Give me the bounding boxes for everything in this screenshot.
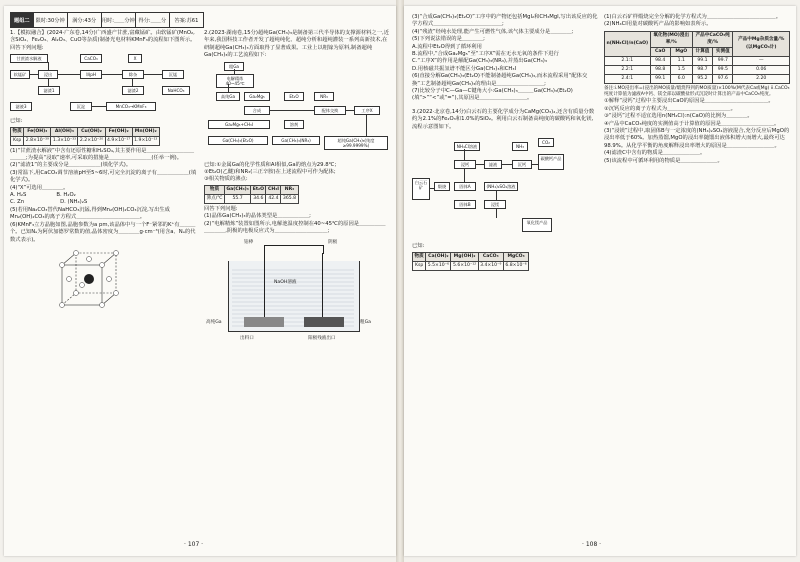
q2-table-cell: 沸点/℃ — [205, 194, 225, 203]
q2-part-5: (5)下列说法错误的是＿＿＿＿; — [412, 36, 485, 43]
question-3-continued — [604, 14, 790, 165]
external-circuit — [264, 245, 324, 254]
t2-subhead: 实测值 — [713, 47, 733, 56]
t2-cell: 2.1:1 — [605, 56, 651, 65]
q1-flow-purify: 除杂 — [122, 70, 144, 79]
q3-table-cell: Ksp — [413, 261, 426, 270]
q2-flow-ga2mg5: Ga₂Mg₅ — [244, 92, 270, 101]
q3-known: 已知: — [412, 243, 425, 250]
q2-flow-et2o: Et₂O — [284, 92, 304, 101]
q3-table-cell: 5.6×10⁻¹² — [451, 261, 478, 270]
q1-flow-hydrolysate: 甘蔗渣水解液 — [10, 54, 48, 63]
q1-known: 已知: — [10, 118, 23, 125]
q1-ksp-table — [10, 127, 160, 146]
table-row — [605, 65, 790, 74]
header-tag: 题组二 — [11, 13, 33, 27]
q3-flow-calcine: 煅烧 — [434, 182, 450, 191]
q1-option-a: A. H₂S — [10, 192, 27, 199]
q1-flow-arrow — [92, 106, 106, 107]
q1-flow-ore: 软锰矿 — [10, 70, 30, 79]
q1-title: 1.【模拟融合】(2024·广东卷,14分)广西盛产甘蔗,富藏锰矿。由软锰矿(MnO₂,含SiO₂、Fe₂O₃、Al₂O₃、CuO等杂质)制备光电材料KMnF₃的流程如下图所示。回答下列问题: — [10, 30, 196, 51]
q1-flow-arrow — [144, 74, 162, 75]
q3-table-head: Ca(OH)₂ — [426, 252, 451, 261]
t2-cell: 6.0 — [670, 74, 692, 83]
q1-flow-mn-precip: 沉锰 — [162, 70, 184, 79]
q1-flow-arrow — [48, 62, 49, 70]
q2-title: 2.(2023·湖南卷,15分)超纯Ga(CH₃)₃是制备第三代半导体的支撑源材料之一,近年来,我国科技工作者开发了超纯纯化、超纯分析和超纯灌装一系列高新技术,在研制超纯Ga(CH₃)₃方面取得了显著成果。工业上以粗镓为原料,制备超纯Ga(CH₃)₃的工艺流程如下: — [204, 30, 389, 59]
q1-flow-arrow — [132, 79, 133, 86]
label-anode-residue-outlet: 阳极残液出口 — [308, 336, 336, 342]
label-cathode: 阴极 — [328, 240, 338, 246]
q1-flow-residue-2: 滤渣2 — [122, 86, 144, 95]
q1-part-3: (3)常温下,用CaCO₃调节溶液pH至5~6时,可完全沉淀的离子有＿＿＿＿＿＿(填化学式)。 — [10, 169, 197, 184]
q2-flow-ga-et2o: Ga(CH₃)₃(Et₂O) — [208, 136, 268, 145]
q1-flow-arrow — [58, 74, 80, 75]
question-2 — [204, 30, 390, 347]
q2-option-c: C.“工序X”的作用是解配Ga(CH₃)₃(NR₃),并蒸出Ga(CH₃)₃ — [412, 58, 547, 65]
q1-table-head: Mn(OH)₂ — [132, 127, 159, 136]
q2-flow-solvent: 溶剂 — [284, 120, 304, 129]
cathode-rod — [264, 253, 265, 325]
q3-table-head: CaCO₃ — [478, 252, 503, 261]
anode-rod — [322, 253, 323, 325]
q2-part-1: (1)晶体Ga(CH₃)₃的晶体类型是＿＿＿＿＿＿; — [204, 213, 311, 220]
q1-flow-arrow — [102, 74, 122, 75]
q1-part-2: (2)“滤渣1”的主要成分是＿＿＿＿＿＿(填化学式)。 — [10, 162, 132, 169]
t2-head: n(NH₄Cl)/n(CaO) — [605, 31, 651, 56]
q2-table-cell: 365.8 — [281, 194, 298, 203]
table-row — [605, 56, 790, 65]
q2-flow-synthesis: 合成 — [244, 106, 270, 115]
q1-flow-nahco3: NaHCO₃ — [162, 86, 190, 95]
q3-table-cell: 3.4×10⁻⁹ — [478, 261, 503, 270]
q3-flow-leach-mg: 浸镁 — [484, 200, 506, 209]
q2-part-2: (2)“电解精炼”装置如图所示,电解池温度控制在40~45℃的原因是＿＿＿＿＿＿＿＿＿,阴极的电极反应式为＿＿＿＿＿＿＿＿＿＿; — [204, 220, 386, 235]
q2-flow-ga2mg5-ch3i: Ga₂Mg₅+CH₃I — [208, 120, 270, 129]
question-2-continued — [412, 14, 598, 272]
q3-part-1: (1)白云石矿样煅烧完全分解的化学方程式为＿＿＿＿＿＿＿＿＿＿＿＿＿。 — [604, 14, 782, 20]
t2-cell: 2.2:1 — [605, 65, 651, 74]
q1-flow-arrow — [30, 74, 38, 75]
q1-part-6: (6)KMnF₃立方晶胞如图,晶胞参数为a pm,该晶体中与一个F⁻紧邻的K⁺有＿＿＿个。已知Nₐ为阿伏加德罗常数的值,晶体密度为＿＿＿＿g·cm⁻³(用含a、Nₐ的代数式表示)。 — [10, 221, 196, 243]
t2-cell: 98.7 — [692, 65, 712, 74]
page-number-left: · 107 · — [184, 541, 204, 548]
q2-table-cell: 34.6 — [251, 194, 266, 203]
q3-flow-filtrate: 滤液 — [484, 160, 502, 169]
t2-cell: 99.7 — [713, 56, 733, 65]
q2-flow-ligand-exchange: 配体交换 — [314, 106, 346, 115]
q3-table-cell: 5.5×10⁻⁶ — [426, 261, 451, 270]
q3-table-cell: 6.8×10⁻⁶ — [503, 261, 528, 270]
q1-table-cell: 1.3×10⁻³³ — [51, 136, 78, 145]
q1-flow-precipitate: 沉淀 — [70, 102, 92, 111]
q3-table-note: 备注:i.MO浸出率=(浸出的MO质量/煅烧得到的MO质量)×100%(M代表Ca或Mg) ii.CaCO₃纯度计算值为滤液A中钙、镁全部以碳酸盐形式沉淀时计算出的产品中CaCO₃纯度。 — [604, 85, 790, 98]
q2-flow-ga-nr3: Ga(CH₃)₃(NR₃) — [272, 136, 320, 145]
q2-table-head: Et₂O — [251, 185, 266, 194]
q3-ksp-table — [412, 252, 529, 271]
label-naoh-solution: NaOH溶液 — [274, 280, 297, 286]
header-time-limit: 限时:30分钟 — [33, 13, 67, 27]
page-107 — [4, 6, 396, 556]
q3-flow-arrow — [464, 149, 465, 160]
q3-table-head: Mg(OH)₂ — [451, 252, 478, 261]
q3-part-2b: ②沉钙反应的离子方程式为＿＿＿＿＿＿＿＿＿＿＿＿。 — [604, 105, 736, 112]
exercise-header — [10, 12, 204, 28]
q1-table-head: Fe(OH)₂ — [105, 127, 132, 136]
q2-table-head: Ga(CH₃)₃ — [224, 185, 250, 194]
q2-known-2: ②Et₂O(乙醚)和NR₃(三正辛胺)在上述流程中可作为配体; — [204, 169, 336, 176]
t2-cell: 95.2 — [692, 74, 712, 83]
q1-table-cell: Ksp — [11, 136, 24, 145]
q2-option-a: A.流程中Et₂O得到了循环利用 — [412, 43, 482, 50]
q3-part-3: (3)“浸镁”过程中,取固体B与一定浓度的(NH₄)₂SO₄溶液混合,充分反应后MgO的浸出率低于60%。加热蒸馏,MgO的浸出率随馏出液体积增大而增大,最终可达98.9%。从化学平衡的角度解释浸出率增大的原因是＿＿＿＿＿＿＿＿＿。 — [604, 128, 790, 149]
q2-part-6: (6)直接分解Ga(CH₃)₃(Et₂O)不能制备超纯Ga(CH₃)₃,而本流程采用“配体交换”工艺制备超纯Ga(CH₃)₃的理由是＿＿＿＿＿＿＿＿＿; — [412, 73, 588, 87]
q1-table-cell: 2.8×10⁻³⁹ — [24, 136, 51, 145]
q1-part-4: (4)“X”可选用＿＿＿＿。 — [10, 184, 69, 191]
q1-flow-residue-1: 滤渣1 — [38, 86, 60, 95]
q1-table-head: Al(OH)₃ — [51, 127, 78, 136]
question-1 — [10, 30, 198, 313]
q3-flow-arrow — [476, 164, 484, 165]
q2-flowchart — [204, 62, 390, 160]
q3-flow-solid-b: 固体B — [454, 200, 476, 209]
q3-flow-dolomite: 白云石矿 — [412, 178, 430, 200]
q2-answer-prompt: 回答下列问题: — [204, 205, 238, 212]
q1-flow-x: X — [128, 54, 142, 63]
t2-cell: 2.4:1 — [605, 74, 651, 83]
t2-cell: 0.06 — [733, 65, 790, 74]
q3-nh4cl-table — [604, 31, 790, 84]
q3-flow-mgo-product: 氧化镁产品 — [522, 218, 552, 232]
q3-flow-arrow — [464, 169, 465, 182]
q2-table-head: 物质 — [205, 185, 225, 194]
q1-table-cell: 4.9×10⁻¹⁷ — [105, 136, 132, 145]
q1-option-c: C. Zn — [10, 199, 25, 206]
q2-flow-arrow — [228, 84, 229, 92]
q3-flow-nh4so4: (NH₄)₂SO₄溶液 — [484, 182, 518, 191]
q2-boiling-table — [204, 185, 299, 204]
q1-table-cell: 1.9×10⁻¹³ — [132, 136, 159, 145]
header-full-score: 满分:43分 — [67, 13, 101, 27]
q3-part-2a: ①解释“浸钙”过程中主要浸出CaO的原因是＿＿＿＿＿＿＿＿＿＿＿＿。 — [604, 98, 774, 105]
t2-subhead: MgO — [670, 47, 692, 56]
q3-flow-precip-ca: 沉钙 — [512, 160, 532, 169]
t2-subhead: CaO — [650, 47, 670, 56]
q3-part-2d: ④产品中CaCO₃纯度的实测值高于计算值的原因是＿＿＿＿＿＿＿＿＿＿。 — [604, 120, 780, 127]
q2-flow-arrow — [234, 69, 235, 74]
q3-flow-caco3-product: 碳酸钙产品 — [538, 154, 564, 170]
q2-table-cell: 55.7 — [224, 194, 250, 203]
q1-flow-caco3: CaCO₃ — [80, 54, 102, 63]
t2-cell: 97.6 — [713, 74, 733, 83]
q2-flow-arrow — [346, 110, 354, 111]
q3-flowchart — [412, 134, 598, 240]
q1-table-head: Fe(OH)₃ — [24, 127, 51, 136]
page-108 — [404, 6, 796, 556]
t2-cell: 98.4 — [650, 56, 670, 65]
t2-cell: 1.1 — [670, 56, 692, 65]
q3-title: 3.(2022·北京卷,14分)白云石的主要化学成分为CaMg(CO₃)₂,还含有质量分数约为2.1%的Fe₂O₃和1.0%的SiO₂。利用白云石制备高纯度的碳酸钙和氧化镁,流程示意图如下。 — [412, 108, 595, 130]
crystal-cell-diagram — [54, 247, 126, 313]
t2-head: 产品中Mg杂质含量/%(以MgCO₃计) — [733, 31, 790, 56]
table-row — [605, 74, 790, 83]
q1-table-head: 物质 — [11, 127, 24, 136]
q2-option-d: D.用核磁共振氢谱不能区分Ga(CH₃)₃和CH₃I — [412, 65, 517, 72]
q3-part-5: (5)该流程中可循环利用的物质是＿＿＿＿＿＿＿。 — [604, 157, 723, 164]
q2-table-head: NR₃ — [281, 185, 298, 194]
t2-subhead: 计算值 — [692, 47, 712, 56]
q2-table-cell: 42.4 — [266, 194, 281, 203]
q2-flow-nr3: NR₃ — [314, 92, 334, 101]
q3-part-4: (4)滤渣C中含有的物质是＿＿＿＿＿＿＿。 — [604, 150, 706, 157]
t2-cell: 99.1 — [650, 74, 670, 83]
q2-option-b: B.流程中,“合成Ga₂Mg₅”至“工序X”需在无水无氧的条件下进行 — [412, 51, 559, 58]
q3-flow-solid-a: 固体A — [454, 182, 476, 191]
t2-cell: 2.20 — [733, 74, 790, 83]
q1-flow-leach: 浸出 — [38, 70, 58, 79]
q2-flow-arrow — [366, 115, 367, 136]
label-platinum-rod: 铂棒 — [244, 240, 254, 246]
label-pure-ga: 高纯Ga — [206, 320, 222, 326]
t2-cell: — — [733, 56, 790, 65]
q1-option-d: D. (NH₄)₂S — [60, 199, 88, 206]
header-time-used: 用时:＿＿分钟 — [101, 13, 135, 27]
q2-flow-pure-ga: 高纯Ga — [216, 92, 240, 101]
crude-ga-pool — [304, 317, 344, 327]
q2-flow-process-x: 工序X — [354, 106, 380, 115]
q3-flow-co2: CO₂ — [538, 138, 554, 147]
q2-part-7: (7)比较分子中C—Ga—C键角大小:Ga(CH₃)₃＿＿＿Ga(CH₃)₃(Et₂O)(填“>”“<”或“=”),其原因是＿＿＿＿＿＿＿＿＿。 — [412, 88, 573, 102]
q1-options-row-2 — [10, 199, 198, 206]
label-outlet: 出料口 — [240, 336, 254, 342]
q1-flow-adjust-ph: 调pH — [80, 70, 102, 79]
q3-flow-arrow — [532, 164, 538, 165]
q1-table-cell: 2.2×10⁻²⁰ — [78, 136, 105, 145]
q3-flow-arrow — [496, 191, 497, 200]
q1-flow-arrow — [48, 79, 49, 86]
q1-options-row-1 — [10, 192, 198, 199]
book-gutter — [396, 0, 404, 562]
q1-flow-filtrate-3: 滤液3 — [10, 102, 32, 111]
t2-cell: 99.1 — [692, 56, 712, 65]
q3-flow-arrow — [502, 164, 512, 165]
q1-option-b: B. H₂O₂ — [56, 192, 76, 199]
q3-part-2c: ③“浸钙”过程不适宜选用n(NH₄Cl):n(CaO)的比例为＿＿＿＿。 — [604, 113, 753, 120]
t2-cell: 1.5 — [670, 65, 692, 74]
header-score: 得分:＿＿分 — [135, 13, 169, 27]
q3-flow-arrow — [496, 209, 497, 218]
q2-flow-arrow — [270, 110, 314, 111]
q2-known-1: 已知:①金属Ga的化学性质和Al相似,Ga的熔点为29.8℃; — [204, 161, 337, 168]
label-crude-ga: 粗Ga — [360, 320, 371, 326]
q1-table-head: Cu(OH)₂ — [78, 127, 105, 136]
q3-table-head: MgCO₃ — [503, 252, 528, 261]
q3-flow-arrow — [430, 188, 434, 189]
q2-flow-crude-ga: 粗Ga — [224, 62, 244, 71]
t2-head: 产品中CaCO₃纯度/% — [692, 31, 733, 47]
q1-part-1: (1)“甘蔗渣水解液”中含有还原性糖和H₂SO₄,其主要作用是＿＿＿＿＿＿＿＿＿＿＿＿;为提高“浸取”速率,可采取的措施是＿＿＿＿＿＿＿＿(任举一例)。 — [10, 147, 195, 162]
q3-flow-nh3: NH₃ — [512, 142, 528, 151]
q1-part-5: (5)若用Na₂CO₃替代NaHCO₃沉锰,得到Mn₂(OH)₂CO₃沉淀,写出生成Mn₂(OH)₂CO₃的离子方程式＿＿＿＿＿＿＿＿＿＿＿＿。 — [10, 206, 170, 221]
t2-head: 氧化物(MO)浸出率/% — [650, 31, 692, 47]
q2-table-head: CH₃I — [266, 185, 281, 194]
pure-ga-pool — [244, 317, 284, 327]
q2-flow-electrorefine: 电解精炼 40~45℃ — [216, 74, 254, 88]
q2-known-3: ③相关物质的沸点: — [204, 176, 248, 183]
q3-flow-nh4cl: NH₄Cl溶液 — [454, 142, 480, 151]
page-number-right: · 108 · — [582, 541, 602, 548]
q2-flow-ultrapure-product: 超纯Ga(CH₃)₃(纯度≥99.9999%) — [324, 136, 388, 150]
q1-flow-product: MnCO₃→KMnF₃ — [106, 102, 156, 111]
q2-part-4: (4)“残渣”经纯水处理,能产生可燃性气体,该气体主要成分是＿＿＿＿; — [412, 28, 574, 35]
q3-part-2: (2)NH₄Cl用量对碳酸钙产品的影响如表所示。 — [604, 21, 712, 28]
header-answer-ref: 答案:苏61 — [169, 13, 203, 27]
t2-cell: 99.5 — [713, 65, 733, 74]
q3-flow-leach-ca: 浸钙 — [454, 160, 476, 169]
electrolysis-cell-diagram — [204, 239, 390, 347]
q2-part-3: (3)“合成Ga(CH₃)₃(Et₂O)”工序中的产物还包括MgI₂和CH₃MgI,写出该反应的化学方程式＿＿＿＿＿＿＿＿＿＿＿＿＿; — [412, 14, 598, 28]
t2-cell: 98.8 — [650, 65, 670, 74]
q1-flowchart — [10, 54, 198, 116]
q3-table-head: 物质 — [413, 252, 426, 261]
